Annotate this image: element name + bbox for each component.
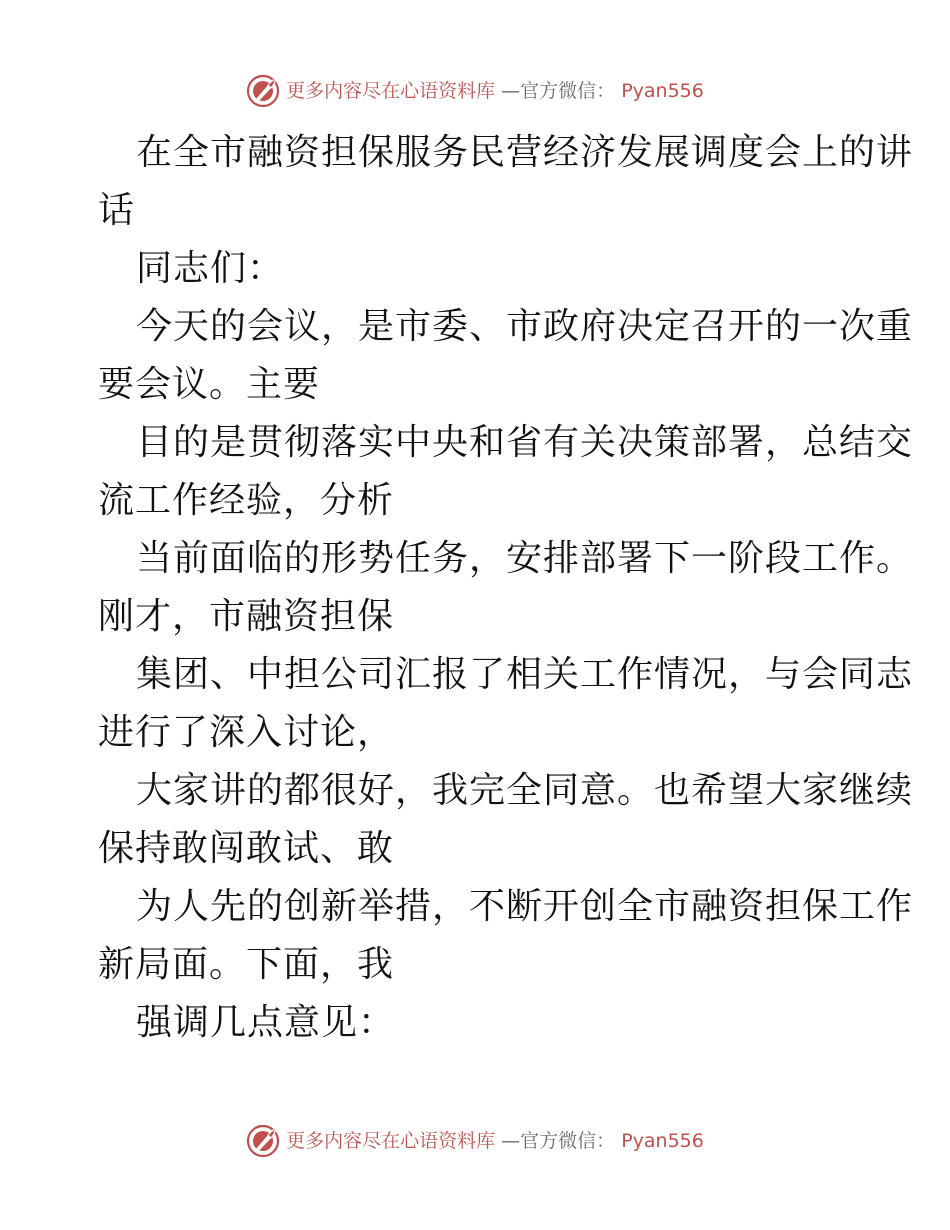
doc-line: 进行了深入讨论，: [98, 712, 395, 753]
doc-line: 强调几点意见：: [136, 1002, 396, 1043]
quill-pen-seal-icon: [246, 1124, 280, 1158]
doc-line: 今天的会议，是市委、市政府决定召开的一次重: [136, 306, 914, 347]
doc-line: 保持敢闯敢试、敢: [98, 828, 395, 869]
footer-banner: [0, 1124, 950, 1158]
banner-wechat-id: Pyan556: [621, 80, 704, 102]
doc-title-line-1: 在全市融资担保服务民营经济发展调度会上的讲: [136, 132, 914, 173]
banner-wechat-label: —官方微信：: [501, 80, 616, 102]
banner-site-name: 更多内容尽在心语资料库: [286, 80, 496, 102]
doc-line: 集团、中担公司汇报了相关工作情况，与会同志: [136, 654, 914, 695]
banner-wechat-label: —官方微信：: [501, 1130, 616, 1152]
document-body: [98, 124, 914, 1052]
doc-line: 流工作经验，分析: [98, 480, 395, 521]
quill-pen-seal-icon: [246, 74, 280, 108]
doc-line: 刚才，市融资担保: [98, 596, 395, 637]
doc-title-line-2: 话: [98, 190, 136, 231]
doc-salutation: 同志们：: [136, 248, 285, 289]
doc-line: 要会议。主要: [98, 364, 321, 405]
doc-line: 为人先的创新举措，不断开创全市融资担保工作: [136, 886, 914, 927]
doc-line: 目的是贯彻落实中央和省有关决策部署，总结交: [136, 422, 914, 463]
doc-line: 当前面临的形势任务，安排部署下一阶段工作。: [136, 538, 914, 579]
header-banner: [0, 74, 950, 108]
doc-line: 新局面。下面，我: [98, 944, 395, 985]
doc-line: 大家讲的都很好，我完全同意。也希望大家继续: [136, 770, 914, 811]
banner-wechat-id: Pyan556: [621, 1130, 704, 1152]
banner-site-name: 更多内容尽在心语资料库: [286, 1130, 496, 1152]
